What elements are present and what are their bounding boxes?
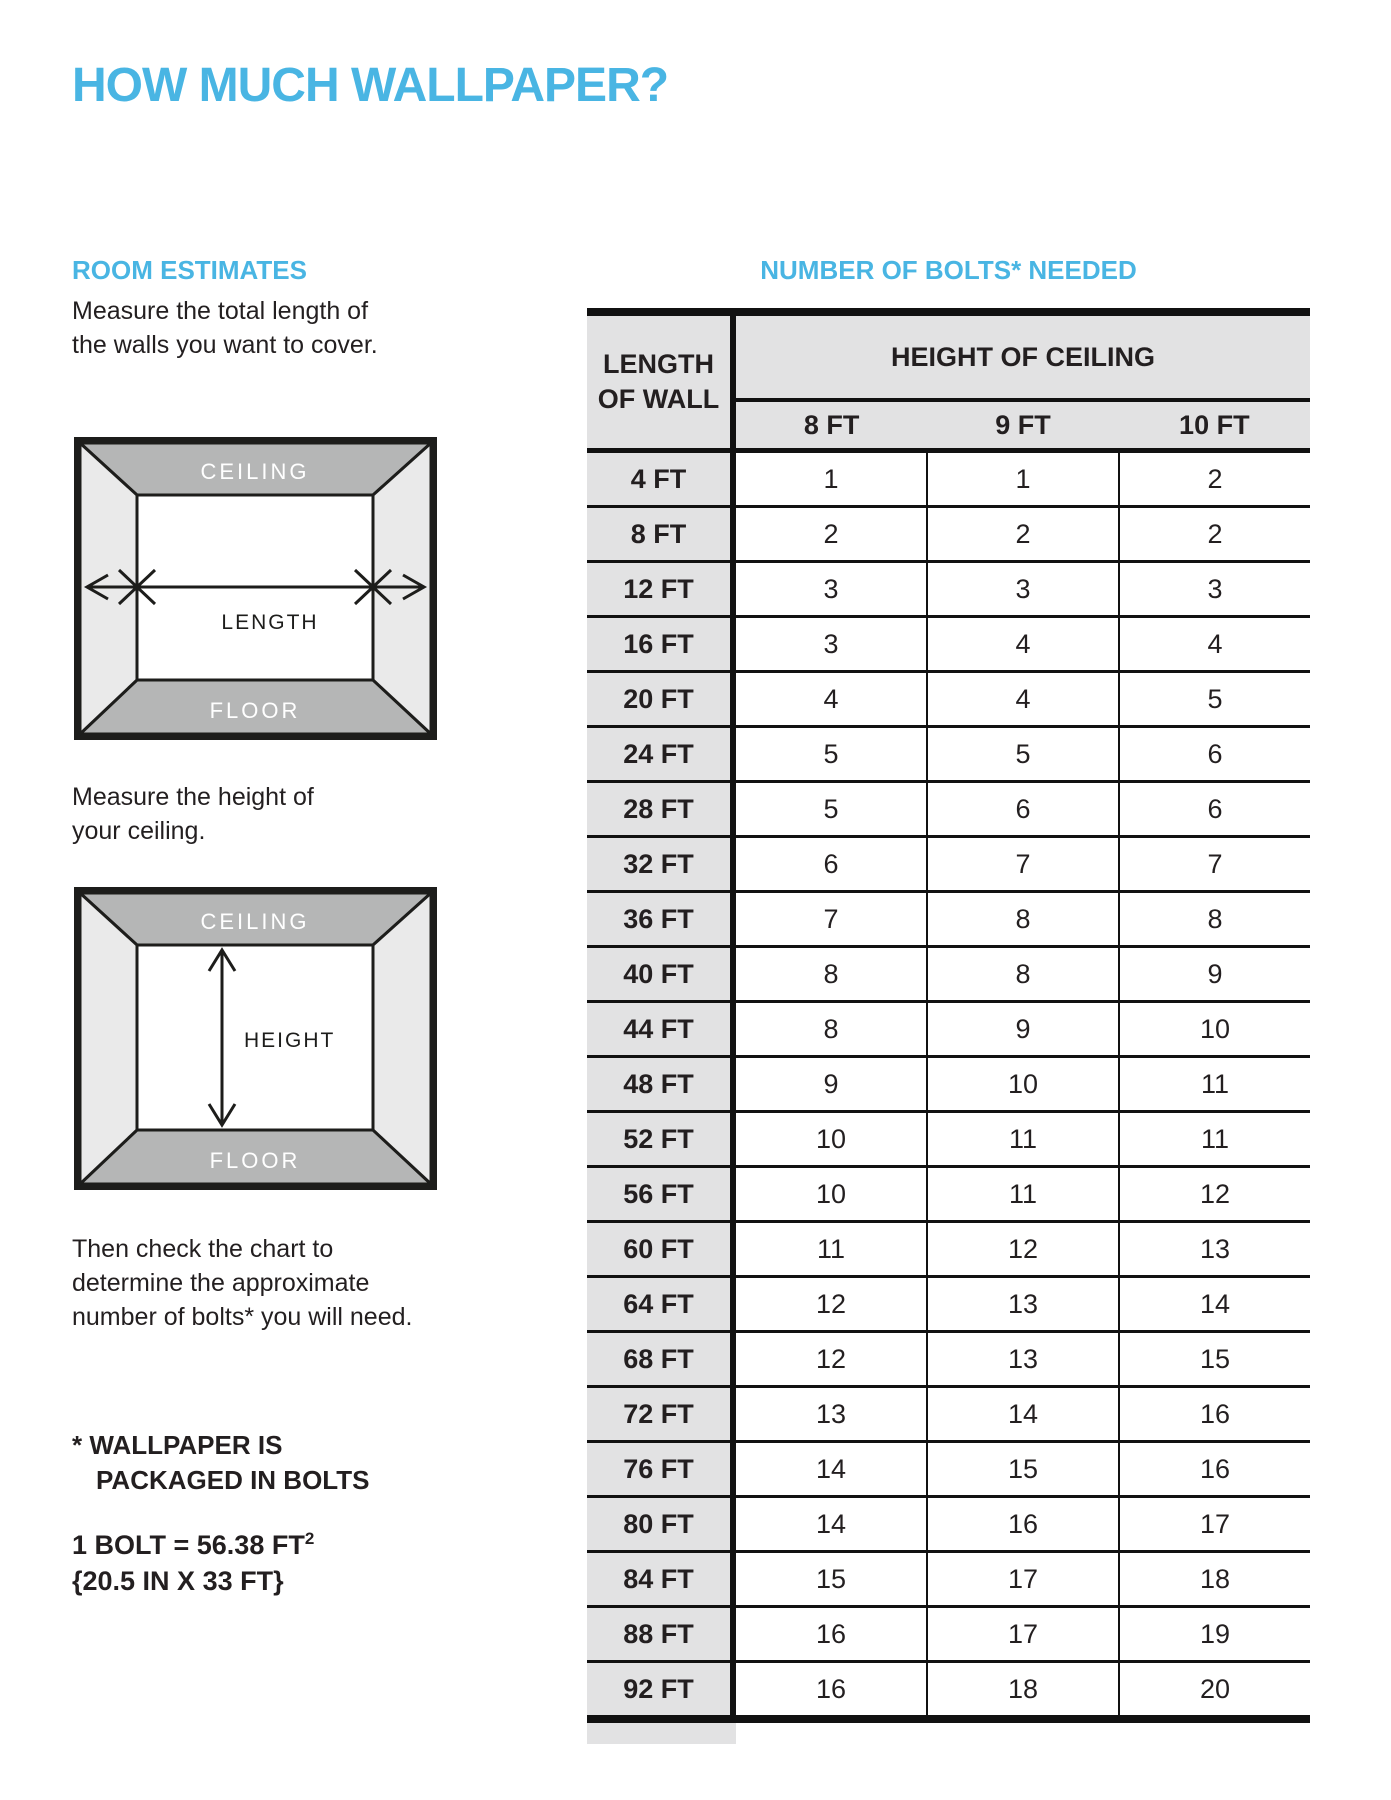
- wall-length-cell: 28 FT: [587, 783, 736, 835]
- bolt-count-cell: 10: [736, 1113, 928, 1165]
- wall-length-cell: 84 FT: [587, 1553, 736, 1605]
- bolt-count-cell: 14: [1120, 1278, 1310, 1330]
- bolt-count-cell: 17: [928, 1553, 1120, 1605]
- bolt-count-cell: 2: [1120, 453, 1310, 505]
- bolt-count-cell: 14: [736, 1443, 928, 1495]
- bolt-count-cell: 2: [736, 508, 928, 560]
- wall-length-cell: 44 FT: [587, 1003, 736, 1055]
- bolt-count-cell: 18: [1120, 1553, 1310, 1605]
- bolt-count-cell: 8: [736, 948, 928, 1000]
- bolt-count-cell: 1: [928, 453, 1120, 505]
- bolt-count-cell: 5: [736, 783, 928, 835]
- table-row: [587, 838, 1310, 893]
- length-dimension-label: LENGTH: [221, 611, 319, 634]
- bolt-count-cell: 6: [928, 783, 1120, 835]
- column-header-10ft: 10 FT: [1179, 409, 1250, 440]
- bolt-count-cell: 12: [928, 1223, 1120, 1275]
- wall-length-cell: 16 FT: [587, 618, 736, 670]
- wall-length-cell: 60 FT: [587, 1223, 736, 1275]
- bolt-count-cell: 17: [1120, 1498, 1310, 1550]
- table-row: [587, 1058, 1310, 1113]
- ceiling-label: CEILING: [200, 909, 310, 934]
- bolt-count-cell: 7: [928, 838, 1120, 890]
- column-header-8ft: 8 FT: [803, 409, 860, 440]
- bolt-count-cell: 11: [928, 1168, 1120, 1220]
- table-row: [587, 563, 1310, 618]
- room-height-diagram-svg: [74, 887, 437, 1190]
- bolts-footnote: [72, 1428, 369, 1498]
- page-title: HOW MUCH WALLPAPER?: [72, 59, 669, 112]
- bolt-count-cell: 6: [1120, 783, 1310, 835]
- bolt-count-cell: 16: [1120, 1443, 1310, 1495]
- bolt-count-cell: 14: [928, 1388, 1120, 1440]
- table-row: [587, 728, 1310, 783]
- bolt-count-cell: 2: [928, 508, 1120, 560]
- bolt-count-cell: 6: [736, 838, 928, 890]
- wall-length-cell: 72 FT: [587, 1388, 736, 1440]
- bolt-count-cell: 7: [736, 893, 928, 945]
- bolt-count-cell: 13: [928, 1333, 1120, 1385]
- table-body: [587, 453, 1310, 1718]
- bolt-count-cell: 19: [1120, 1608, 1310, 1660]
- table-row: [587, 1333, 1310, 1388]
- table-row: [587, 1443, 1310, 1498]
- table-row: [587, 783, 1310, 838]
- bolt-count-cell: 15: [1120, 1333, 1310, 1385]
- bolt-count-cell: 8: [1120, 893, 1310, 945]
- bolt-count-cell: 14: [736, 1498, 928, 1550]
- ceiling-height-header-group: [736, 316, 1310, 448]
- bolt-count-cell: 16: [928, 1498, 1120, 1550]
- table-left-column-tail: [587, 1723, 736, 1744]
- bolt-formula-superscript: 2: [304, 1529, 315, 1548]
- bolt-count-cell: 4: [928, 618, 1120, 670]
- wall-length-cell: 8 FT: [587, 508, 736, 560]
- bolt-dimensions-line: {20.5 IN X 33 FT}: [72, 1566, 284, 1596]
- bolt-equation: [72, 1527, 314, 1599]
- table-row: [587, 1388, 1310, 1443]
- room-estimates-heading: ROOM ESTIMATES: [72, 255, 307, 285]
- bolt-count-cell: 3: [1120, 563, 1310, 615]
- chart-instruction-line3: number of bolts* you will need.: [72, 1303, 413, 1331]
- height-of-ceiling-header: HEIGHT OF CEILING: [736, 316, 1310, 402]
- length-instruction-line2: the walls you want to cover.: [72, 331, 378, 359]
- wall-length-cell: 20 FT: [587, 673, 736, 725]
- wall-length-cell: 52 FT: [587, 1113, 736, 1165]
- bolt-count-cell: 10: [1120, 1003, 1310, 1055]
- table-header: [587, 316, 1310, 453]
- bolt-count-cell: 4: [928, 673, 1120, 725]
- bolt-count-cell: 8: [928, 893, 1120, 945]
- bolt-count-cell: 3: [928, 563, 1120, 615]
- wall-length-cell: 40 FT: [587, 948, 736, 1000]
- height-instruction-paragraph: [72, 780, 314, 848]
- bolts-table-heading: NUMBER OF BOLTS* NEEDED: [760, 255, 1137, 285]
- bolt-count-cell: 7: [1120, 838, 1310, 890]
- bolt-count-cell: 10: [736, 1168, 928, 1220]
- ceiling-label: CEILING: [200, 459, 310, 484]
- wall-length-cell: 24 FT: [587, 728, 736, 780]
- bolts-table: [587, 308, 1310, 1744]
- bolt-count-cell: 3: [736, 618, 928, 670]
- bolt-count-cell: 16: [736, 1608, 928, 1660]
- bolt-formula-text: 1 BOLT = 56.38 FT: [72, 1530, 305, 1560]
- table-row: [587, 893, 1310, 948]
- bolt-count-cell: 17: [928, 1608, 1120, 1660]
- room-length-diagram: [74, 437, 437, 740]
- wall-length-cell: 4 FT: [587, 453, 736, 505]
- table-row: [587, 1498, 1310, 1553]
- bolt-count-cell: 16: [736, 1663, 928, 1715]
- wall-length-cell: 32 FT: [587, 838, 736, 890]
- table-row: [587, 618, 1310, 673]
- table-row: [587, 1278, 1310, 1333]
- wall-length-cell: 64 FT: [587, 1278, 736, 1330]
- bolt-count-cell: 6: [1120, 728, 1310, 780]
- wall-length-cell: 36 FT: [587, 893, 736, 945]
- table-row: [587, 453, 1310, 508]
- bolts-footnote-line2: PACKAGED IN BOLTS: [96, 1465, 370, 1495]
- column-header-9ft: 9 FT: [995, 409, 1051, 440]
- height-dimension-label: HEIGHT: [244, 1029, 336, 1052]
- bolt-count-cell: 8: [928, 948, 1120, 1000]
- bolt-count-cell: 8: [736, 1003, 928, 1055]
- bolt-count-cell: 18: [928, 1663, 1120, 1715]
- length-instruction-line1: Measure the total length of: [72, 297, 369, 325]
- bolt-count-cell: 9: [928, 1003, 1120, 1055]
- table-row: [587, 1113, 1310, 1168]
- bolt-count-cell: 11: [928, 1113, 1120, 1165]
- bolt-count-cell: 13: [1120, 1223, 1310, 1275]
- chart-instruction-line2: determine the approximate: [72, 1269, 370, 1297]
- chart-instruction-line1: Then check the chart to: [72, 1235, 334, 1263]
- bolts-footnote-line1: * WALLPAPER IS: [72, 1430, 283, 1460]
- bolt-count-cell: 10: [928, 1058, 1120, 1110]
- wall-length-cell: 56 FT: [587, 1168, 736, 1220]
- wall-length-cell: 68 FT: [587, 1333, 736, 1385]
- wall-length-cell: 12 FT: [587, 563, 736, 615]
- table-row: [587, 508, 1310, 563]
- bolt-count-cell: 5: [736, 728, 928, 780]
- bolt-count-cell: 2: [1120, 508, 1310, 560]
- bolt-count-cell: 5: [1120, 673, 1310, 725]
- table-row: [587, 1553, 1310, 1608]
- wall-length-cell: 76 FT: [587, 1443, 736, 1495]
- bolt-count-cell: 4: [736, 673, 928, 725]
- bolt-equation-line: [72, 1527, 314, 1563]
- ceiling-height-subheaders: [736, 402, 1310, 448]
- table-top-border: [587, 308, 1310, 316]
- bolt-count-cell: 3: [736, 563, 928, 615]
- height-instruction-line1: Measure the height of: [72, 783, 314, 811]
- table-row: [587, 1608, 1310, 1663]
- wall-length-cell: 80 FT: [587, 1498, 736, 1550]
- bolt-count-cell: 12: [1120, 1168, 1310, 1220]
- table-row: [587, 1003, 1310, 1058]
- bolt-count-cell: 11: [1120, 1058, 1310, 1110]
- bolt-count-cell: 20: [1120, 1663, 1310, 1715]
- bolt-count-cell: 9: [736, 1058, 928, 1110]
- table-row: [587, 1663, 1310, 1718]
- bolt-count-cell: 15: [736, 1553, 928, 1605]
- table-row: [587, 948, 1310, 1003]
- wall-length-cell: 88 FT: [587, 1608, 736, 1660]
- bolt-count-cell: 9: [1120, 948, 1310, 1000]
- length-of-wall-header: [587, 316, 736, 448]
- bolt-count-cell: 11: [736, 1223, 928, 1275]
- room-height-diagram: [74, 887, 437, 1190]
- length-of-wall-header-line1: LENGTH: [603, 349, 714, 379]
- bolt-count-cell: 12: [736, 1278, 928, 1330]
- bolt-count-cell: 13: [736, 1388, 928, 1440]
- wall-length-cell: 48 FT: [587, 1058, 736, 1110]
- floor-label: FLOOR: [209, 698, 301, 723]
- bolt-count-cell: 13: [928, 1278, 1120, 1330]
- bolt-count-cell: 5: [928, 728, 1120, 780]
- bolt-count-cell: 15: [928, 1443, 1120, 1495]
- bolt-count-cell: 1: [736, 453, 928, 505]
- table-row: [587, 1168, 1310, 1223]
- table-row: [587, 1223, 1310, 1278]
- room-length-diagram-svg: [74, 437, 437, 740]
- bolt-count-cell: 11: [1120, 1113, 1310, 1165]
- bolt-count-cell: 4: [1120, 618, 1310, 670]
- length-of-wall-header-line2: OF WALL: [597, 384, 720, 414]
- wall-length-cell: 92 FT: [587, 1663, 736, 1715]
- table-row: [587, 673, 1310, 728]
- bolt-count-cell: 12: [736, 1333, 928, 1385]
- height-instruction-line2: your ceiling.: [72, 817, 206, 845]
- chart-instruction-paragraph: [72, 1232, 412, 1334]
- floor-label: FLOOR: [209, 1148, 301, 1173]
- length-instruction-paragraph: [72, 294, 378, 362]
- bolt-count-cell: 16: [1120, 1388, 1310, 1440]
